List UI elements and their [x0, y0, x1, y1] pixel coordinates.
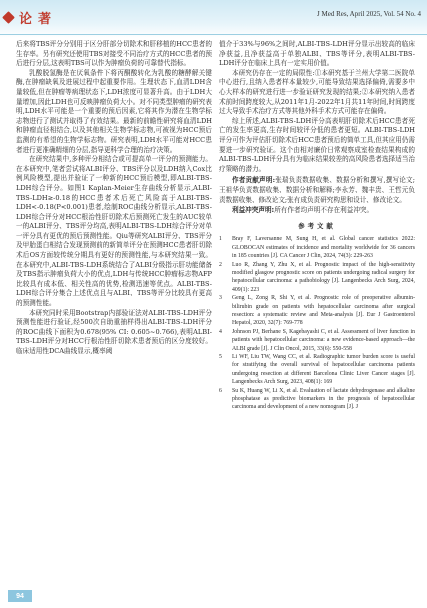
paragraph: 值介于33%与96%之间时,ALBI-TBS-LDH评分显示出较高的临床净获益,且净获益高于单独ALBI、TBS等评分,表明ALBI-TBS-LDH评分在临床上具有一定实用价值。: [219, 40, 415, 68]
diamond-icon: [2, 11, 15, 24]
reference-number: 5: [219, 353, 222, 360]
references-heading: 参考文献: [298, 221, 336, 230]
reference-item: [219, 387, 415, 412]
author-contribution-text: 张瑞负责数据收集、数据分析和撰写,撰写论文;王祖华负责数据收集、数据分析和解释;李永芳、魏丰贵、王哲元负责数据收集、修改论文;张有成负责研究构思和设计、修改论文。: [219, 176, 415, 204]
right-column: [219, 40, 415, 575]
conflict-label: 利益冲突声明:: [232, 206, 275, 215]
references-list: [219, 235, 415, 412]
section-tag-text: 论著: [19, 11, 58, 27]
paragraph: 本研究同时采用Bootstrap内部验证法对ALBI-TBS-LDH评分预测性能进行验证,经500次自助重抽样得出ALBI-TBS-LDH评分的ROC曲线下面积为0.678(95% CI: 0.605~0.766),表明ALBI-TBS-LDH评分对HCC行根治性肝切除术患者预后的区分度较好。临床适用性DCA曲线显示,概率阈: [16, 308, 212, 355]
reference-number: 3: [219, 295, 222, 302]
header-rule: [0, 34, 427, 35]
left-column: [16, 40, 212, 575]
journal-meta: J Med Res, April 2025, Vol. 54 No. 4: [317, 10, 421, 18]
reference-text: Johnson PJ, Berhane S, Kagebayashi C, et al. Assessment of liver function in patients with hepatocellular carcinoma: a new evidence-based approach—the ALBI grade [J]. J Clin Oncol, 2015, 33(6): 550-558: [232, 328, 415, 352]
reference-item: [219, 294, 415, 328]
paragraph: 在研究结果中,多种评分相结合或可提高单一评分的预测能力。在本研究中,笔者尝试将ALBI评分、TBS评分以及LDH纳入Cox比例风险模型,提出并验证了一种新的HCC预后模型,即ALBI-TBS-LDH综合评分。如图1 Kaplan-Meier生存曲线分析显示,ALBI-TBS-LDH≥-0.18的HCC患者术后死亡风险高于ALBI-TBS-LDH<-0.18(P<0.001)患者,绘制ROC曲线分析显示,ALBI-TBS-LDH综合评分对HCC根治性肝切除术后预测死亡发生的AUC较单一的ALBI评分、TBS评分均高,表明ALBI-TBS-LDH综合评分对单一评分具有更优的预后预测性能。Qiu等研究ALBI评分、TBS评分及甲胎蛋白相结合发现预测前的新简单评分在预测HCC患者肝切除术后OS方面较传统分期具有更好的预测性能,与本研究结果一致。在本研究中,ALBI-TBS-LDH系统结合了ALBI分级指示肝功能储备及TBS指示肿瘤负荷大小的优点,LDH与传统HCC肿瘤标志物AFP比较具有成本低、相关性高的优势,检测迅速等优点。ALBI-TBS-LDH综合评分集合上述优点且与ALBI、TBS等评分比较具有更高的预测性能。: [16, 155, 212, 308]
reference-number: 1: [219, 236, 222, 243]
reference-number: 4: [219, 328, 222, 335]
reference-text: Bray F, Laversanne M, Sung H, et al. Global cancer statistics 2022: GLOBOCAN estimates of incidence and mortality worldwide for 36 cancers in 185 countries [J]. CA Cancer J Clin, 2024, 74(3): 229-263: [232, 236, 415, 260]
reference-text: Luo R, Zhang Y, Zhu X, et al. Prognostic impact of the high-sensitivity modified glasgow prognostic score on patients undergoing radical surgery for hepatocellular carcinoma: a pathobiology [J]. Langenbecks Arch Surg, 2024, 409(1): 223: [232, 261, 415, 293]
conflict-text: 所有作者均声明不存在利益冲突。: [274, 206, 374, 215]
reference-number: 6: [219, 387, 222, 394]
section-tag: [4, 5, 84, 29]
author-contribution: [219, 176, 415, 205]
paragraph: 乳酸脱氢酶是在厌氧条件下将丙酮酸转化为乳酸的糖酵解关键酶,在肿瘤缺氧及进展过程中起重要作用。生理状态下,血清LDH含量较低,但在肿瘤等病理状态下,LDH浓度可显著升高。由于LDH大量增加,因此LDH也可反映肿瘤负荷大小。对不同类型肿瘤的研究表明,LDH水平可能是一个重要的预后因素,它将其作为潜在生物学标志物进行了测试并取得了有效结果。最新的前瞻性研究将血清LDH和肿瘤直径相结合,以及其他相关生物学标志物,可被视为HCC预后监测的有希望的生物学标志物。研究表明,LDH水平可能对HCC患者进行更准确精细的分层,指导更科学合理的治疗决策。: [16, 68, 212, 154]
reference-text: Li WF, Liu TW, Wang CC, et al. Radiographic tumor burden score is useful for stratifying the overall survival of hepatocellular carcinoma patients undergoing resection at different Barcelona Clinic Liver Cancer stages [J]. Langenbecks Arch Surg, 2023, 408(1): 169: [232, 353, 415, 386]
paragraph: 本研究仍存在一定的局限性:①本研究基于兰州大学第二医院单中心进行,且纳入患者样本量较少,可能导致结果选择偏倚,需要多中心大样本的研究进行进一步验证研究发现的结果;②本研究纳入患者术前时间跨度较大,从2011年1月-2022年1月共11年时间,时间跨度过大导致手术治疗方式等其他外科手术方式可能存在偏倚。: [219, 68, 415, 116]
author-contribution-label: 作者贡献声明:: [232, 176, 276, 185]
page-number: 94: [8, 590, 32, 602]
reference-text: Geng L, Zong R, Shi Y, et al. Prognostic role of preoperative albumin-bilirubin grade on patients with hepatocellular carcinoma after surgical resection: a systematic review and Meta-analysis [J]. Eur J Gastroenterol Hepatol, 2020, 32(7): 769-778: [232, 295, 415, 327]
conflict-statement: [219, 206, 415, 216]
reference-item: [219, 353, 415, 387]
reference-text: Su K, Huang W, Li X, et al. Evaluation of lactate dehydrogenase and alkaline phosphatase as predictive biomarkers in the prognosis of hepatocellular carcinoma and development of a new nomogram [J]. J: [232, 387, 415, 411]
reference-item: [219, 328, 415, 353]
reference-item: [219, 261, 415, 295]
paragraph: 综上所述,ALBI-TBS-LDH评分高表明肝切除术后HCC患者死亡的发生率更高,生存时间较评分低的患者更短。ALBI-TBS-LDH评分可作为评估肝切除术后HCC患者预后的简单工具,但其应用仍需要进一步研究验证。这个由相对廉价日常观察成室检查结果构成的ALBI-TBS-LDH评分具有为临床结果较差的高风险患者选择适当治疗策略的潜力。: [219, 116, 415, 173]
paragraph: 后来将TBS评分分别用于区分肝部分切除术和肝移植的HCC患者的生存率。另有研究还使用TBS对接受不同治疗方式的HCC患者的预后进行分层,这表明TBS可以作为肿瘤负荷的可靠替代指标。: [16, 40, 212, 68]
reference-item: [219, 235, 415, 260]
reference-number: 2: [219, 261, 222, 268]
